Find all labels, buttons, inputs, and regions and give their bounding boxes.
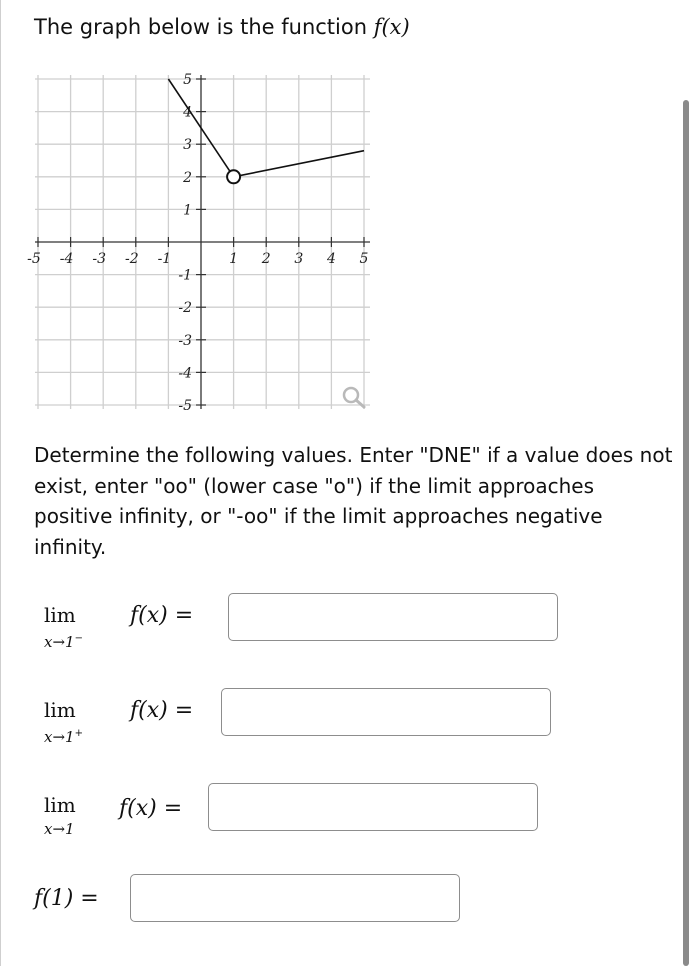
y-tick-label: -4 [178,365,192,382]
y-tick-label: 1 [183,202,192,219]
y-tick-label: -1 [178,267,192,284]
answer-input-two-sided-limit[interactable] [208,783,538,831]
limit-expression: f(x) = [130,603,194,628]
answer-input-right-limit[interactable] [221,688,551,736]
y-tick-label: 3 [183,137,192,154]
instructions-text: Determine the following values. Enter "DNE" if a value does not exist, enter "oo" (lower case "o") if the limit approaches positive infinity, or "-oo" if the limit approaches negative infinity. [34,443,673,559]
x-tick-label: 2 [261,251,271,267]
y-tick-label: -5 [178,398,192,414]
limit-label: lim [44,793,76,817]
function-name: f(x) [373,15,410,39]
limit-subscript: x→1− [44,633,83,651]
x-tick-label: 4 [326,251,336,267]
answer-input-left-limit[interactable] [228,593,558,641]
y-tick-label: 4 [183,104,192,121]
x-tick-label: 3 [294,251,304,267]
y-tick-label: 2 [183,169,192,186]
limit-label: lim [44,698,76,722]
x-tick-label: -4 [59,251,74,267]
y-tick-label: 5 [183,72,192,88]
x-tick-label: -5 [27,251,41,267]
answer-input-function-value[interactable] [130,874,460,922]
limit-subscript: x→1+ [44,728,83,746]
limit-expression: f(x) = [130,698,194,723]
function-graph [0,0,689,430]
y-tick-label: -2 [178,300,192,317]
x-tick-label: 1 [229,251,239,267]
graph-axes [35,75,370,409]
x-tick-label: 5 [359,251,369,267]
x-tick-label: -1 [157,251,172,267]
limit-subscript: x→1 [44,820,75,838]
magnifier-icon[interactable] [344,388,364,407]
x-tick-label: -2 [124,251,139,267]
y-tick-label: -3 [178,332,192,349]
function-value-expression: f(1) = [34,886,99,911]
x-tick-label: -3 [92,251,107,267]
limit-expression: f(x) = [119,796,183,821]
title-text: The graph below is the function [34,15,374,39]
limit-label: lim [44,603,76,627]
open-point [227,170,240,183]
